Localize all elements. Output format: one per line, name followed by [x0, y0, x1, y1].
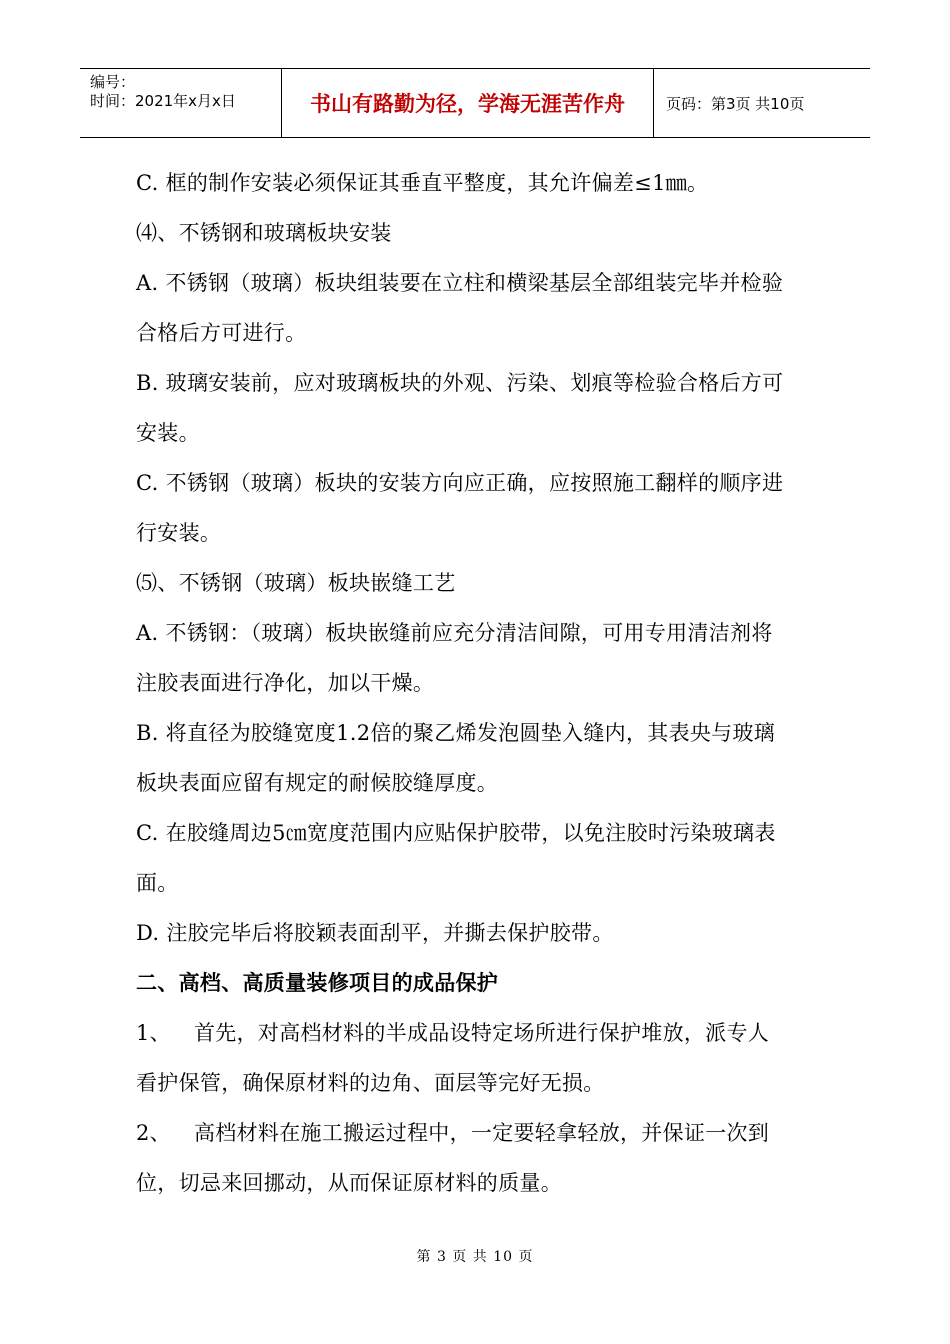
- paragraph: B. 将直径为胶缝宽度1.2倍的聚乙烯发泡圆垫入缝内，其表央与玻璃: [136, 721, 776, 745]
- subheading: ⑸、不锈钢（玻璃）板块嵌缝工艺: [136, 571, 456, 595]
- document-body: [136, 158, 816, 1208]
- paragraph: C. 框的制作安装必须保证其垂直平整度，其允许偏差≤1㎜。: [136, 171, 709, 195]
- paragraph-continuation: 合格后方可进行。: [136, 321, 307, 345]
- paragraph: A. 不锈钢：（玻璃）板块嵌缝前应充分清洁间隙，可用专用清洁剂将: [136, 621, 773, 645]
- paragraph-continuation: 看护保管，确保原材料的边角、面层等完好无损。: [136, 1071, 605, 1095]
- list-text: 高档材料在施工搬运过程中，一定要轻拿轻放，并保证一次到: [194, 1121, 770, 1145]
- page-footer: 第 3 页 共 10 页: [416, 1249, 534, 1265]
- paragraph: C. 在胶缝周边5㎝宽度范围内应贴保护胶带，以免注胶时污染玻璃表: [136, 821, 776, 845]
- document-header: [80, 68, 870, 138]
- paragraph-continuation: 安装。: [136, 421, 200, 445]
- header-motto: 书山有路勤为径，学海无涯苦作舟: [282, 69, 654, 137]
- paragraph-continuation: 注胶表面进行净化，加以干燥。: [136, 671, 435, 695]
- paragraph: C. 不锈钢（玻璃）板块的安装方向应正确，应按照施工翻样的顺序进: [136, 471, 784, 495]
- list-text: 首先，对高档材料的半成品设特定场所进行保护堆放，派专人: [194, 1021, 770, 1045]
- time-label: 时间：2021年x月x日: [90, 92, 236, 110]
- serial-label: 编号：: [90, 73, 136, 91]
- subheading: ⑷、不锈钢和玻璃板块安装: [136, 221, 392, 245]
- header-page-info: 页码：第3页 共10页: [666, 94, 805, 113]
- list-number: 1、: [136, 1021, 171, 1045]
- list-item: [136, 1008, 816, 1058]
- paragraph-continuation: 板块表面应留有规定的耐候胶缝厚度。: [136, 771, 499, 795]
- paragraph: B. 玻璃安装前，应对玻璃板块的外观、污染、划痕等检验合格后方可: [136, 371, 784, 395]
- paragraph: A. 不锈钢（玻璃）板块组装要在立柱和横梁基层全部组装完毕并检验: [136, 271, 784, 295]
- section-heading: 二、高档、高质量装修项目的成品保护: [136, 971, 499, 995]
- list-item: [136, 1108, 816, 1158]
- paragraph-continuation: 位，切忌来回挪动，从而保证原材料的质量。: [136, 1171, 562, 1195]
- paragraph-continuation: 面。: [136, 871, 179, 895]
- header-meta: [80, 69, 282, 137]
- paragraph: D. 注胶完毕后将胶颖表面刮平，并撕去保护胶带。: [136, 921, 614, 945]
- paragraph-continuation: 行安装。: [136, 521, 222, 545]
- list-number: 2、: [136, 1121, 171, 1145]
